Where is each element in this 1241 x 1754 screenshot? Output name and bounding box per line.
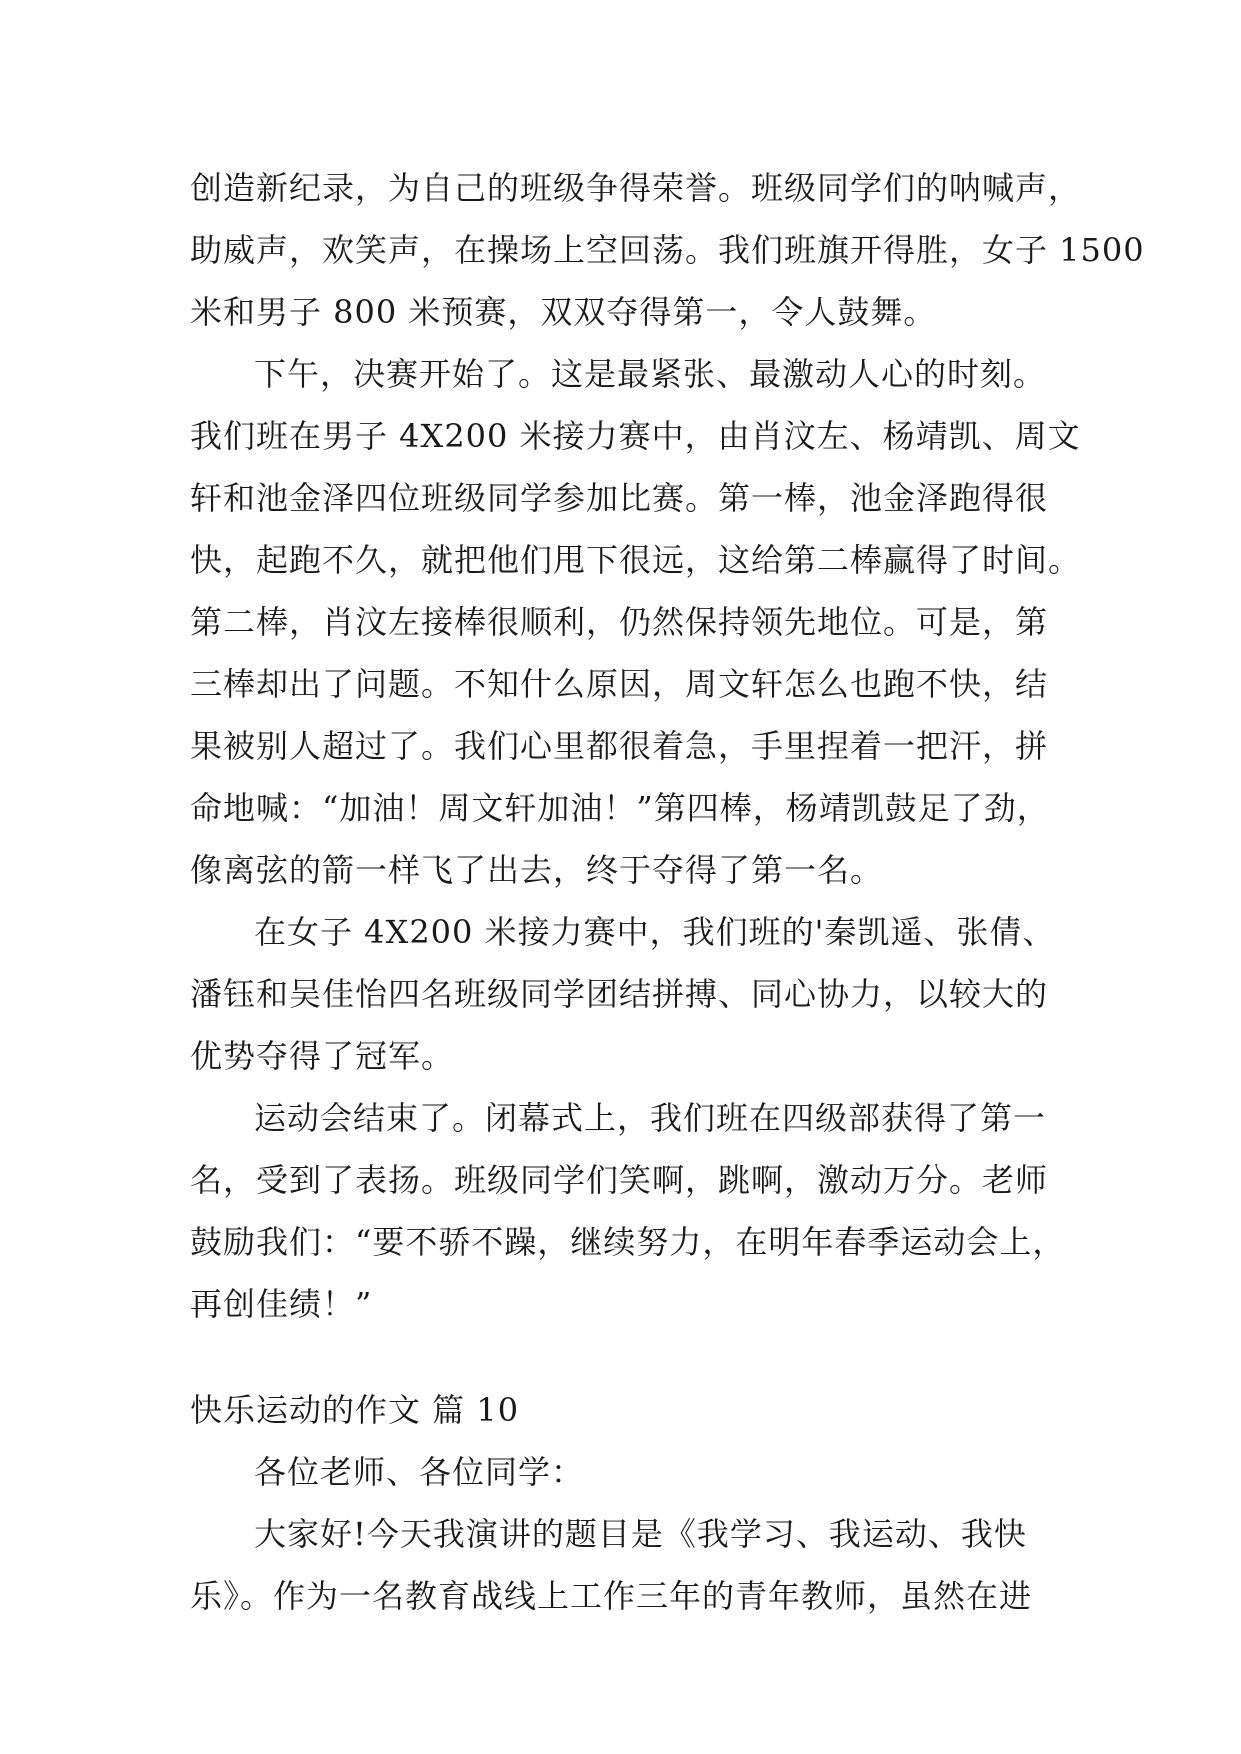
paragraph-line: 下午，决赛开始了。这是最紧张、最激动人心的时刻。 bbox=[254, 355, 1047, 393]
paragraph-line: 我们班在男子 4X200 米接力赛中，由肖汶左、杨靖凯、周文 bbox=[190, 417, 1081, 455]
paragraph-line: 名，受到了表扬。班级同学们笑啊，跳啊，激动万分。老师 bbox=[190, 1161, 1049, 1199]
paragraph-line: 助威声，欢笑声，在操场上空回荡。我们班旗开得胜，女子 1500 bbox=[190, 231, 1145, 269]
paragraph-line: 米和男子 800 米预赛，双双夺得第一，令人鼓舞。 bbox=[190, 293, 937, 331]
paragraph-line: 乐》。作为一名教育战线上工作三年的青年教师，虽然在进 bbox=[190, 1577, 1033, 1615]
paragraph-line: 潘钰和吴佳怡四名班级同学团结拼搏、同心协力，以较大的 bbox=[190, 975, 1049, 1013]
paragraph-line: 大家好!今天我演讲的题目是《我学习、我运动、我快 bbox=[254, 1515, 1027, 1553]
paragraph-line: 快，起跑不久，就把他们甩下很远，这给第二棒赢得了时间。 bbox=[190, 541, 1082, 579]
paragraph-line: 鼓励我们：“要不骄不躁，继续努力，在明年春季运动会上， bbox=[190, 1223, 1066, 1261]
paragraph-line: 三棒却出了问题。不知什么原因，周文轩怎么也跑不快，结 bbox=[190, 665, 1049, 703]
paragraph-line: 各位老师、各位同学： bbox=[254, 1453, 585, 1491]
section-heading: 快乐运动的作文 篇 10 bbox=[190, 1391, 520, 1429]
paragraph-line: 像离弦的箭一样飞了出去，终于夺得了第一名。 bbox=[190, 851, 884, 889]
paragraph-line: 果被别人超过了。我们心里都很着急，手里捏着一把汗，拼 bbox=[190, 727, 1049, 765]
paragraph-line: 再创佳绩！” bbox=[190, 1285, 373, 1323]
paragraph-line: 优势夺得了冠军。 bbox=[190, 1037, 455, 1075]
paragraph-line: 第二棒，肖汶左接棒很顺利，仍然保持领先地位。可是，第 bbox=[190, 603, 1049, 641]
paragraph-line: 命地喊：“加油！周文轩加油！”第四棒，杨靖凯鼓足了劲， bbox=[190, 789, 1050, 827]
paragraph-line: 运动会结束了。闭幕式上，我们班在四级部获得了第一 bbox=[254, 1099, 1047, 1137]
paragraph-line: 创造新纪录，为自己的班级争得荣誉。班级同学们的呐喊声， bbox=[190, 169, 1082, 207]
paragraph-line: 轩和池金泽四位班级同学参加比赛。第一棒，池金泽跑得很 bbox=[190, 479, 1049, 517]
paragraph-line: 在女子 4X200 米接力赛中，我们班的'秦凯遥、张倩、 bbox=[254, 913, 1056, 951]
